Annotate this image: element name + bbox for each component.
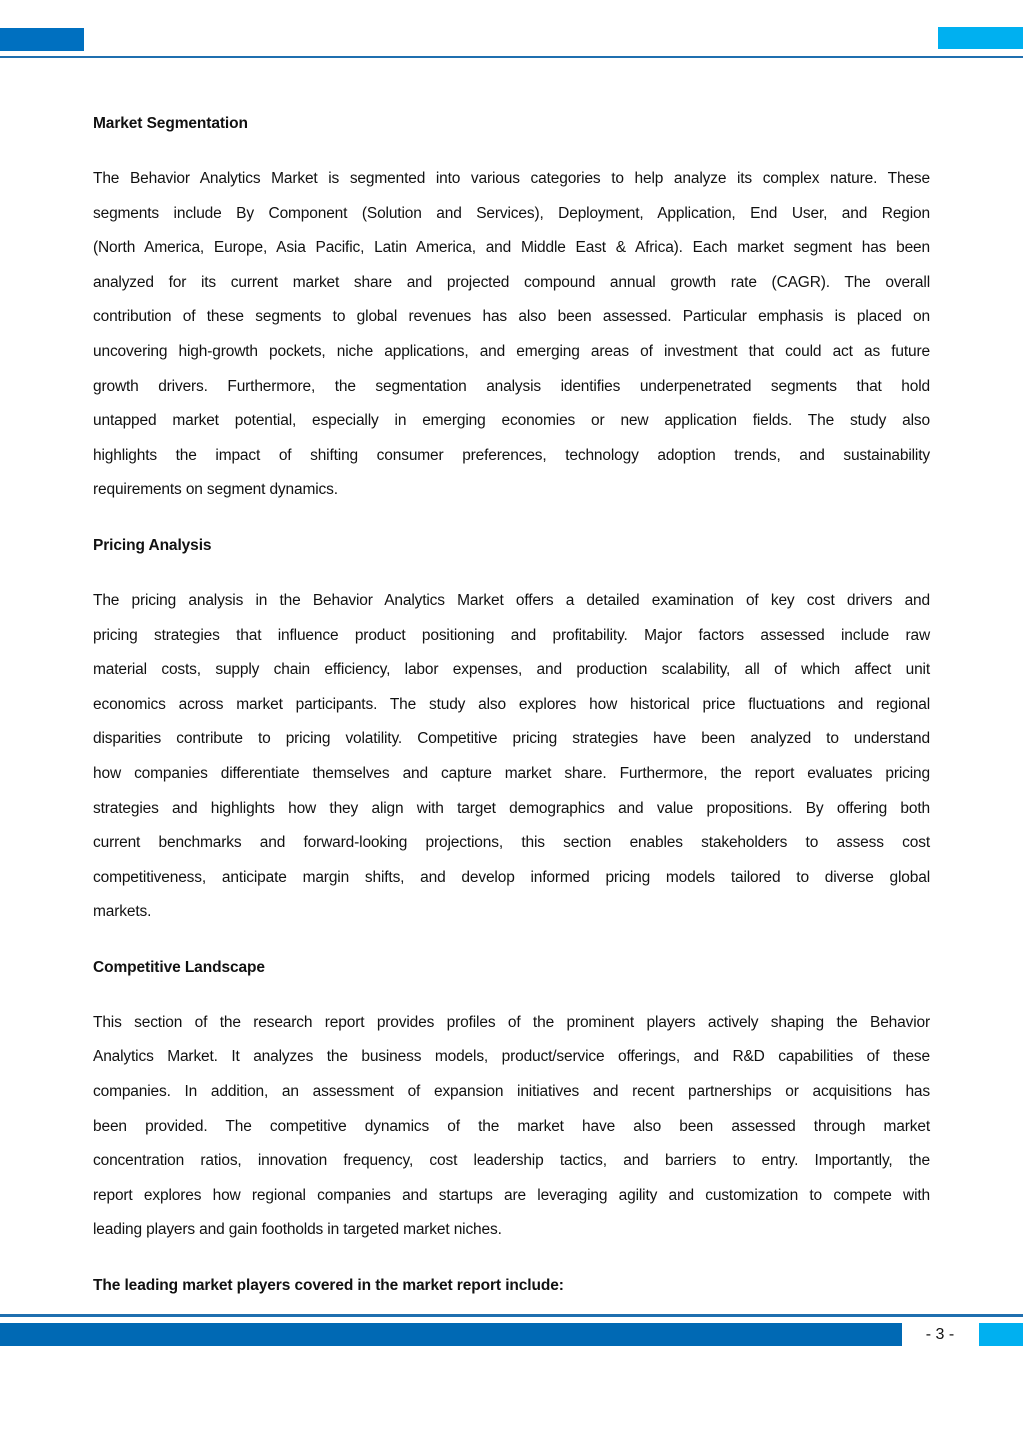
paragraph-line: concentration ratios, innovation frequency, cost leadership tactics, and barriers to entry. Importantly, the: [93, 1152, 930, 1169]
paragraph-line: competitiveness, anticipate margin shifts, and develop informed pricing models tailored to diverse global: [93, 869, 930, 886]
paragraph-line: leading players and gain footholds in targeted market niches.: [93, 1221, 502, 1238]
section-heading-pricing-analysis: Pricing Analysis: [93, 537, 212, 554]
paragraph-line: current benchmarks and forward-looking projections, this section enables stakeholders to assess cost: [93, 834, 930, 851]
paragraph-line: The pricing analysis in the Behavior Analytics Market offers a detailed examination of key cost drivers and: [93, 592, 930, 609]
paragraph-line: report explores how regional companies and startups are leveraging agility and customization to compete with: [93, 1187, 930, 1204]
section-heading-competitive-landscape: Competitive Landscape: [93, 959, 265, 976]
footer-rule: [0, 1314, 1023, 1317]
page-number: - 3 -: [925, 1326, 955, 1343]
paragraph-line: requirements on segment dynamics.: [93, 481, 338, 498]
paragraph-line: growth drivers. Furthermore, the segmentation analysis identifies underpenetrated segments that hold: [93, 378, 930, 395]
paragraph-line: strategies and highlights how they align with target demographics and value propositions. By offering both: [93, 800, 930, 817]
paragraph-line: how companies differentiate themselves and capture market share. Furthermore, the report evaluates pricing: [93, 765, 930, 782]
paragraph-line: analyzed for its current market share and projected compound annual growth rate (CAGR). The overall: [93, 274, 930, 291]
footer-accent-block-right: [979, 1323, 1023, 1346]
paragraph-line: companies. In addition, an assessment of expansion initiatives and recent partnerships or acquisitions has: [93, 1083, 930, 1100]
paragraph-line: been provided. The competitive dynamics of the market have also been assessed through market: [93, 1118, 930, 1135]
paragraph-line: markets.: [93, 903, 152, 920]
paragraph-line: The Behavior Analytics Market is segmented into various categories to help analyze its complex nature. These: [93, 170, 930, 187]
paragraph-line: Analytics Market. It analyzes the business models, product/service offerings, and R&D capabilities of these: [93, 1048, 930, 1065]
paragraph-line: material costs, supply chain efficiency, labor expenses, and production scalability, all of which affect unit: [93, 661, 930, 678]
paragraph-line: untapped market potential, especially in emerging economies or new application fields. The study also: [93, 412, 930, 429]
paragraph-line: segments include By Component (Solution and Services), Deployment, Application, End User, and Region: [93, 205, 930, 222]
header-accent-block-left: [0, 28, 84, 51]
paragraph-line: (North America, Europe, Asia Pacific, Latin America, and Middle East & Africa). Each market segment has been: [93, 239, 930, 256]
paragraph-line: contribution of these segments to global revenues has also been assessed. Particular emphasis is placed on: [93, 308, 930, 325]
paragraph-line: This section of the research report provides profiles of the prominent players actively shaping the Behavior: [93, 1014, 930, 1031]
paragraph-line: disparities contribute to pricing volatility. Competitive pricing strategies have been analyzed to understand: [93, 730, 930, 747]
paragraph-line: highlights the impact of shifting consumer preferences, technology adoption trends, and sustainability: [93, 447, 930, 464]
header-accent-block-right: [938, 27, 1023, 49]
paragraph-line: pricing strategies that influence product positioning and profitability. Major factors assessed include raw: [93, 627, 930, 644]
footer-accent-bar: [0, 1323, 902, 1346]
section-heading-market-segmentation: Market Segmentation: [93, 115, 248, 132]
header-rule: [0, 56, 1023, 58]
paragraph-line: economics across market participants. The study also explores how historical price fluctuations and regional: [93, 696, 930, 713]
paragraph-line: uncovering high-growth pockets, niche applications, and emerging areas of investment that could act as future: [93, 343, 930, 360]
leading-players-heading: The leading market players covered in the market report include:: [93, 1277, 564, 1294]
